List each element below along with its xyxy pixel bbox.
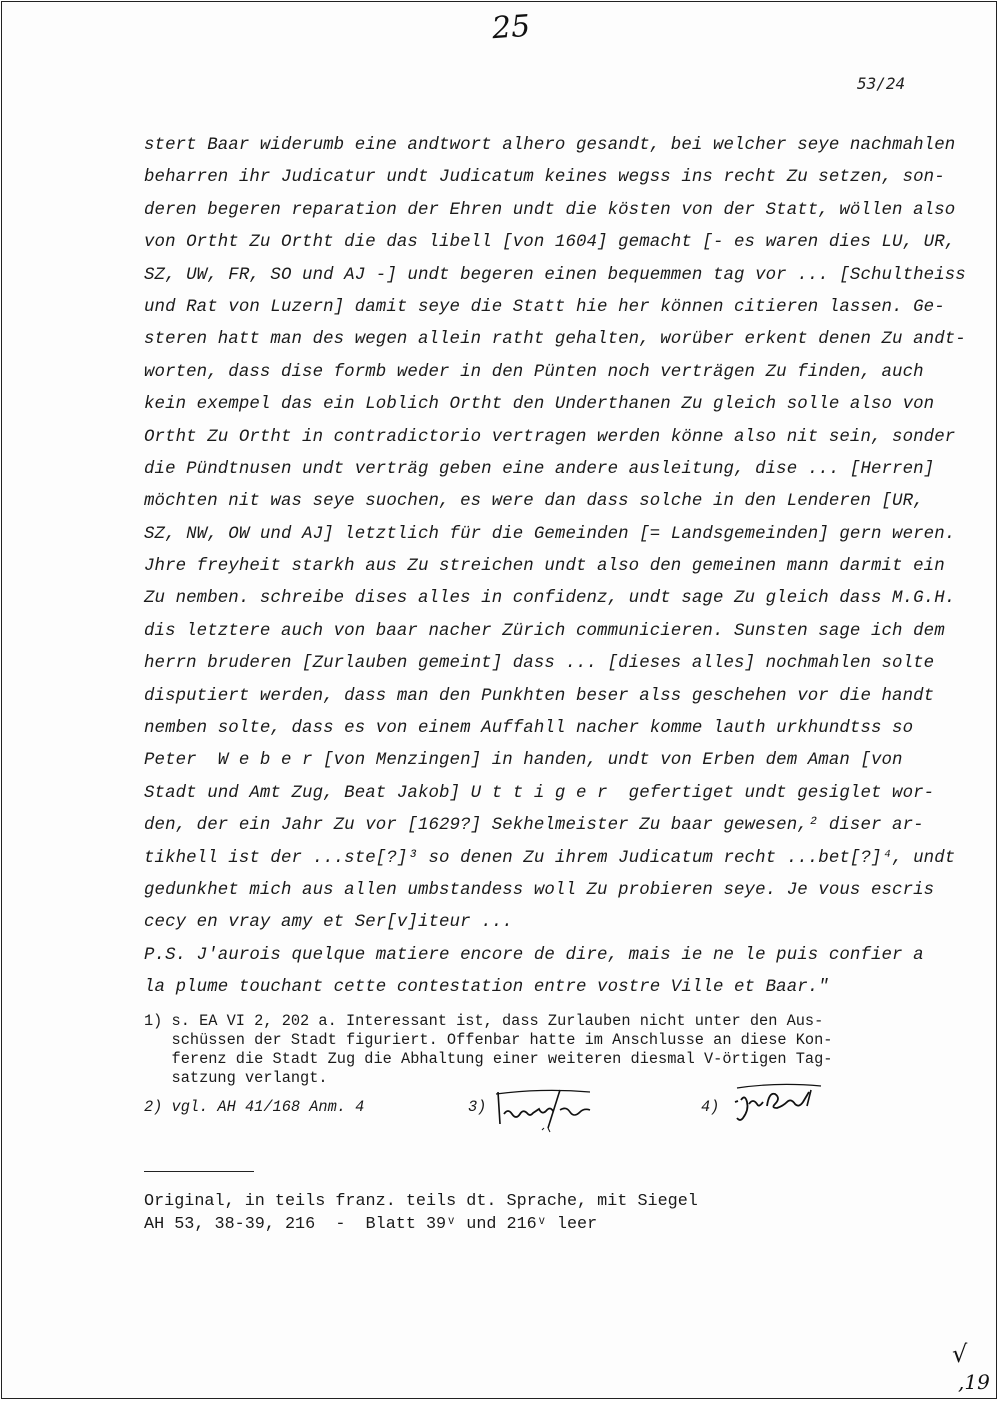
body-line: den, der ein Jahr Zu vor [1629?] Sekhelmeister Zu baar gewesen,² diser ar- <box>144 816 924 836</box>
body-line: herrn bruderen [Zurlauben gemeint] dass ... [dieses alles] nochmahlen solte <box>144 654 935 674</box>
handwritten-word-icon <box>727 1076 827 1122</box>
body-line: stert Baar widerumb eine andtwort alhero gesandt, bei welcher seye nachmahlen <box>144 136 956 155</box>
body-line: nemben solte, dass es von einem Auffahll nacher komme lauth urkhundtss so <box>144 719 914 739</box>
corner-number: ,19 <box>958 1370 990 1394</box>
page-reference: 53/24 <box>857 74 906 93</box>
footnote-4-label: 4) <box>701 1098 720 1116</box>
body-line: gedunkhet mich aus allen umbstandess woll Zu probieren seye. Je vous escris <box>144 880 935 900</box>
body-line: Peter W e b e r [von Menzingen] in handen, undt von Erben dem Aman [von <box>144 751 903 771</box>
body-line: und Rat von Luzern] damit seye die Statt hie her können citieren lassen. Ge- <box>144 297 945 317</box>
body-line: cecy en vray amy et Ser[v]iteur ... <box>144 913 513 933</box>
footnote-3-label: 3) <box>468 1098 487 1116</box>
body-line: SZ, UW, FR, SO und AJ -] undt begeren einen bequemmen tag vor ... [Schultheiss <box>144 265 966 285</box>
body-line: deren begeren reparation der Ehren undt die kösten von der Statt, wöllen also <box>144 200 956 220</box>
body-line: tikhell ist der ...ste[?]³ so denen Zu ihrem Judicatum recht ...bet[?]⁴, undt <box>144 848 956 868</box>
footnote-2: 2) vgl. AH 41/168 Anm. 4 <box>144 1098 365 1116</box>
body-line: Ortht Zu Ortht in contradictorio vertragen werden könne also nit sein, sonder <box>144 427 956 447</box>
footnote-divider <box>144 1171 254 1172</box>
body-line: kein exempel das ein Loblich Ortht den Underthanen Zu gleich solle also von <box>144 395 935 415</box>
body-line: SZ, NW, OW und AJ] letztlich für die Gemeinden [= Landsgemeinden] gern weren. <box>144 524 956 544</box>
source-note <box>144 1190 698 1236</box>
letter-body <box>144 130 966 1005</box>
body-line: disputiert werden, dass man den Punkhten beser alss geschehen vor die handt <box>144 686 935 706</box>
footnote-row-2-4 <box>144 1098 904 1148</box>
handwritten-word-icon <box>492 1084 602 1134</box>
handwritten-page-number: 25 <box>490 8 532 47</box>
source-line: AH 53, 38-39, 216 - Blatt 39ᵛ und 216ᵛ leer <box>144 1215 598 1234</box>
body-line: beharren ihr Judicatur undt Judicatum keines wegss ins recht Zu setzen, son- <box>144 168 945 188</box>
footnote-line: 1) s. EA VI 2, 202 a. Interessant ist, dass Zurlauben nicht unter den Aus- <box>144 1012 824 1030</box>
body-line: P.S. J'aurois quelque matiere encore de dire, mais ie ne le puis confier a <box>144 945 924 965</box>
body-line: die Pündtnusen undt verträg geben eine andere ausleitung, dise ... [Herren] <box>144 459 935 479</box>
body-line: Jhre freyheit starkh aus Zu streichen undt also den gemeinen mann darmit ein <box>144 557 945 577</box>
body-line: dis letztere auch von baar nacher Zürich communicieren. Sunsten sage ich dem <box>144 621 945 641</box>
check-mark: √ <box>952 1340 968 1368</box>
footnote-line: satzung verlangt. <box>144 1069 328 1087</box>
body-line: Zu nemben. schreibe dises alles in confidenz, undt sage Zu gleich dass M.G.H. <box>144 589 956 609</box>
footnote-line: schüssen der Stadt figuriert. Offenbar hatte im Anschlusse an diese Kon- <box>144 1031 833 1049</box>
body-line: Stadt und Amt Zug, Beat Jakob] U t t i g e r gefertiget undt gesiglet wor- <box>144 783 935 803</box>
footnote-line: ferenz die Stadt Zug die Abhaltung einer weiteren diesmal V-örtigen Tag- <box>144 1050 833 1068</box>
body-line: von Ortht Zu Ortht die das libell [von 1604] gemacht [- es waren dies LU, UR, <box>144 233 956 253</box>
body-line: la plume touchant cette contestation entre vostre Ville et Baar." <box>144 978 829 998</box>
body-line: möchten nit was seye suochen, es were dan dass solche in den Lenderen [UR, <box>144 492 924 512</box>
body-line: worten, dass dise formb weder in den Pünten noch verträgen Zu finden, auch <box>144 362 924 382</box>
source-line: Original, in teils franz. teils dt. Sprache, mit Siegel <box>144 1192 698 1211</box>
body-line: steren hatt man des wegen allein ratht gehalten, worüber erkent denen Zu andt- <box>144 330 966 350</box>
